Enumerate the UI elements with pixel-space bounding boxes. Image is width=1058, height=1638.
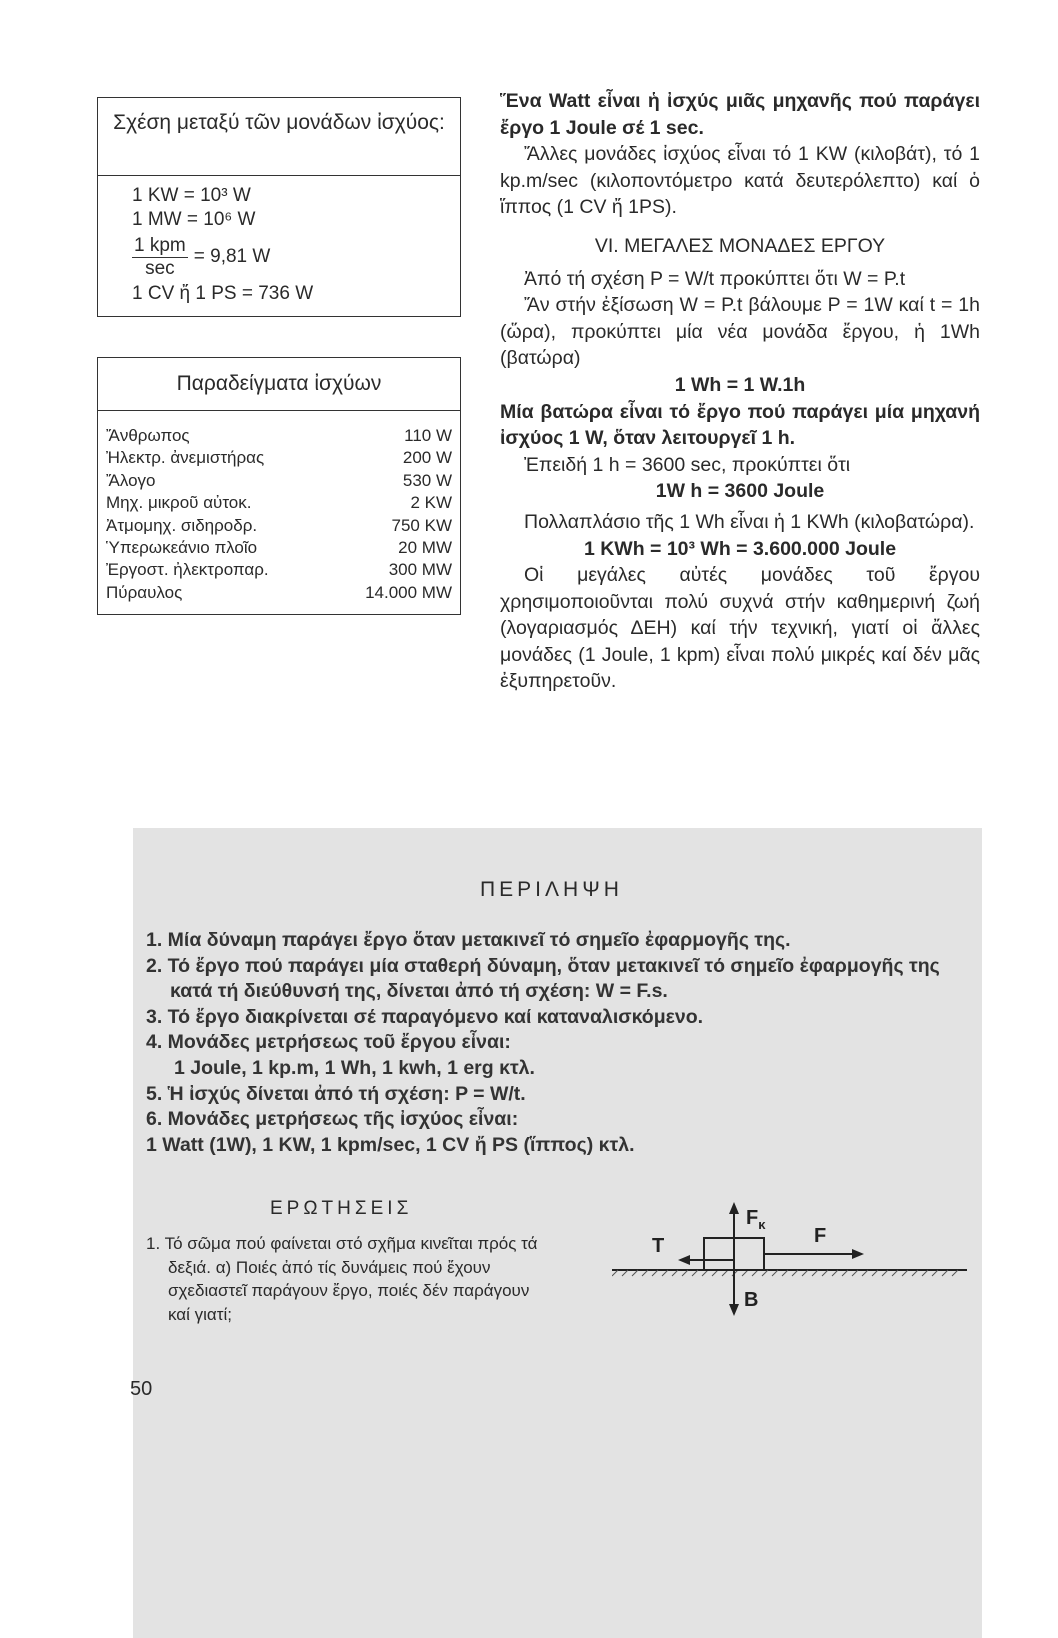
units-relation-box [97, 97, 461, 317]
unit-line-mw: 1 MW = 10⁶ W [132, 209, 256, 230]
summary-item: 5. Ἡ ἰσχύς δίνεται ἀπό τή σχέση: P = W/t. [146, 1082, 526, 1105]
example-value: 14.000 MW [365, 582, 452, 602]
fraction-numerator: 1 kpm [134, 234, 186, 256]
question-1: 1. Τό σῶμα πού φαίνεται στό σχῆμα κινεῖται πρός τά δεξιά. α) Ποιές ἀπό τίς δυνάμεις πού ἔχουν σχεδιαστεῖ παράγουν ἔργο, ποιές δέν παράγουν καί γιατί; [146, 1234, 538, 1324]
example-row [106, 582, 452, 604]
example-name: Ἄλογο [106, 470, 156, 490]
label-f: F [814, 1225, 827, 1247]
power-examples-box [97, 357, 461, 615]
unit-line-kw: 1 KW = 10³ W [132, 185, 251, 206]
section-heading: VI. ΜΕΓΑΛΕΣ ΜΟΝΑΔΕΣ ΕΡΓΟΥ [594, 234, 886, 257]
force-fk-arrowhead [729, 1202, 739, 1214]
force-t-arrowhead [678, 1255, 690, 1265]
units-box-title: Σχέση μεταξύ τῶν μονάδων ἰσχύος: [98, 98, 460, 176]
summary-list [146, 928, 976, 1158]
summary-item: 1. Μία δύναμη παράγει ἔργο ὅταν μετακινεῖ τό σημεῖο ἐφαρμογῆς της. [146, 929, 791, 951]
label-fk: $F_\kappa$ [746, 1207, 766, 1232]
other-power-units: Ἄλλες μονάδες ἰσχύος εἶναι τό 1 KW (κιλοβάτ), τό 1 kp.m/sec (κιλοποντόμετρο κατά δευτερόλεπτο) καί ὁ ἵππος (1 CV ἤ 1PS). [500, 143, 980, 219]
label-t: T [652, 1235, 665, 1257]
summary-item: 3. Τό ἔργο διακρίνεται σέ παραγόμενο καί καταναλισκόμενο. [146, 1005, 704, 1028]
example-row [106, 559, 452, 581]
large-units-paragraph: Οἱ μεγάλες αὐτές μονάδες τοῦ ἔργου χρησιμοποιοῦνται πολύ συχνά στήν καθημερινή ζωή (λογαριασμός ΔΕΗ) καί τήν τεχνική, γιατί οἱ ἄλλες μονάδες (1 Joule, 1 kpm) εἶναι πολύ μικρές καί δέν μᾶς ἐξυπηρετοῦν. [500, 564, 980, 693]
force-b-arrowhead [729, 1304, 739, 1316]
example-name: Ὑπερωκεάνιο πλοῖο [106, 538, 258, 558]
fraction-denominator: sec [145, 257, 175, 279]
questions-list [146, 1232, 546, 1326]
summary-item: 6. Μονάδες μετρήσεως τῆς ἰσχύος εἶναι: [146, 1108, 519, 1131]
summary-item: 1 Joule, 1 kp.m, 1 Wh, 1 kwh, 1 erg κτλ. [174, 1056, 535, 1079]
example-row [106, 447, 452, 469]
example-name: Ἄνθρωπος [106, 426, 190, 445]
example-row [106, 492, 452, 514]
label-b: B [744, 1289, 759, 1311]
equation-wh: 1 Wh = 1 W.1h [674, 373, 806, 396]
example-value: 300 MW [388, 560, 452, 580]
summary-item: 4. Μονάδες μετρήσεως τοῦ ἔργου εἶναι: [146, 1031, 511, 1054]
new-unit-paragraph: Ἄν στήν ἐξίσωση W = P.t βάλουμε P = 1W καί t = 1h (ὥρα), προκύπτει μία νέα μονάδα ἔργου, ἡ 1Wh (βατώρα) [500, 294, 980, 370]
example-value: 750 KW [391, 515, 452, 535]
example-value: 110 W [404, 426, 452, 445]
questions-title: ΕΡΩΤΗΣΕΙΣ [270, 1198, 413, 1219]
power-relation: Ἀπό τή σχέση P = W/t προκύπτει ὅτι W = P.t [524, 267, 906, 290]
force-diagram [612, 1198, 972, 1333]
hour-seconds: Ἐπειδή 1 h = 3600 sec, προκύπτει ὅτι [524, 453, 851, 476]
example-row [106, 537, 452, 559]
kwh-paragraph: Πολλαπλάσιο τῆς 1 Wh εἶναι ἡ 1 KWh (κιλοβατώρα). [524, 510, 975, 533]
page-number: 50 [130, 1378, 153, 1400]
equation-kwh: 1 KWh = 10³ Wh = 3.600.000 Joule [583, 537, 897, 560]
equation-joule: 1W h = 3600 Joule [655, 480, 825, 503]
unit-line-kpm [132, 232, 460, 282]
fraction-value: = 9,81 W [193, 246, 271, 267]
example-value: 200 W [402, 448, 452, 468]
kpm-fraction [132, 235, 188, 280]
example-row [106, 470, 452, 492]
examples-list [98, 411, 460, 604]
example-name: Ἠλεκτρ. ἀνεμιστήρας [106, 448, 265, 468]
example-name: Ἀτμομηχ. σιδηροδρ. [106, 515, 258, 535]
watt-definition: Ἕνα Watt εἶναι ἡ ἰσχύς μιᾶς μηχανῆς πού παράγει ἔργο 1 Joule σέ 1 sec. [500, 90, 980, 139]
example-row [106, 515, 452, 537]
examples-box-title: Παραδείγματα ἰσχύων [98, 358, 460, 411]
example-name: Μηχ. μικροῦ αὐτοκ. [106, 493, 252, 513]
watthour-definition: Μία βατώρα εἶναι τό ἔργο πού παράγει μία μηχανή ἰσχύος 1 W, ὅταν λειτουργεῖ 1 h. [500, 400, 980, 450]
right-column [500, 88, 980, 695]
example-value: 530 W [402, 470, 452, 490]
example-row [106, 425, 452, 447]
units-box-body [98, 176, 460, 306]
force-diagram-svg [612, 1198, 972, 1328]
unit-line-cv: 1 CV ἤ 1 PS = 736 W [132, 283, 314, 304]
example-name: Πύραυλος [106, 582, 183, 602]
force-f-arrowhead [852, 1249, 864, 1259]
summary-title: ΠΕΡΙΛΗΨΗ [480, 878, 623, 901]
summary-item: 2. Τό ἔργο πού παράγει μία σταθερή δύναμη, ὅταν μετακινεῖ τό σημεῖο ἐφαρμογῆς της κατά τή διεύθυνσή της, δίνεται ἀπό τή σχέση: W = F.s. [146, 954, 940, 1003]
example-value: 2 KW [410, 493, 452, 513]
example-value: 20 MW [398, 538, 452, 558]
example-name: Ἐργοστ. ἠλεκτροπαρ. [106, 560, 269, 580]
summary-item: 1 Watt (1W), 1 KW, 1 kpm/sec, 1 CV ἤ PS (ἵππος) κτλ. [146, 1133, 635, 1156]
